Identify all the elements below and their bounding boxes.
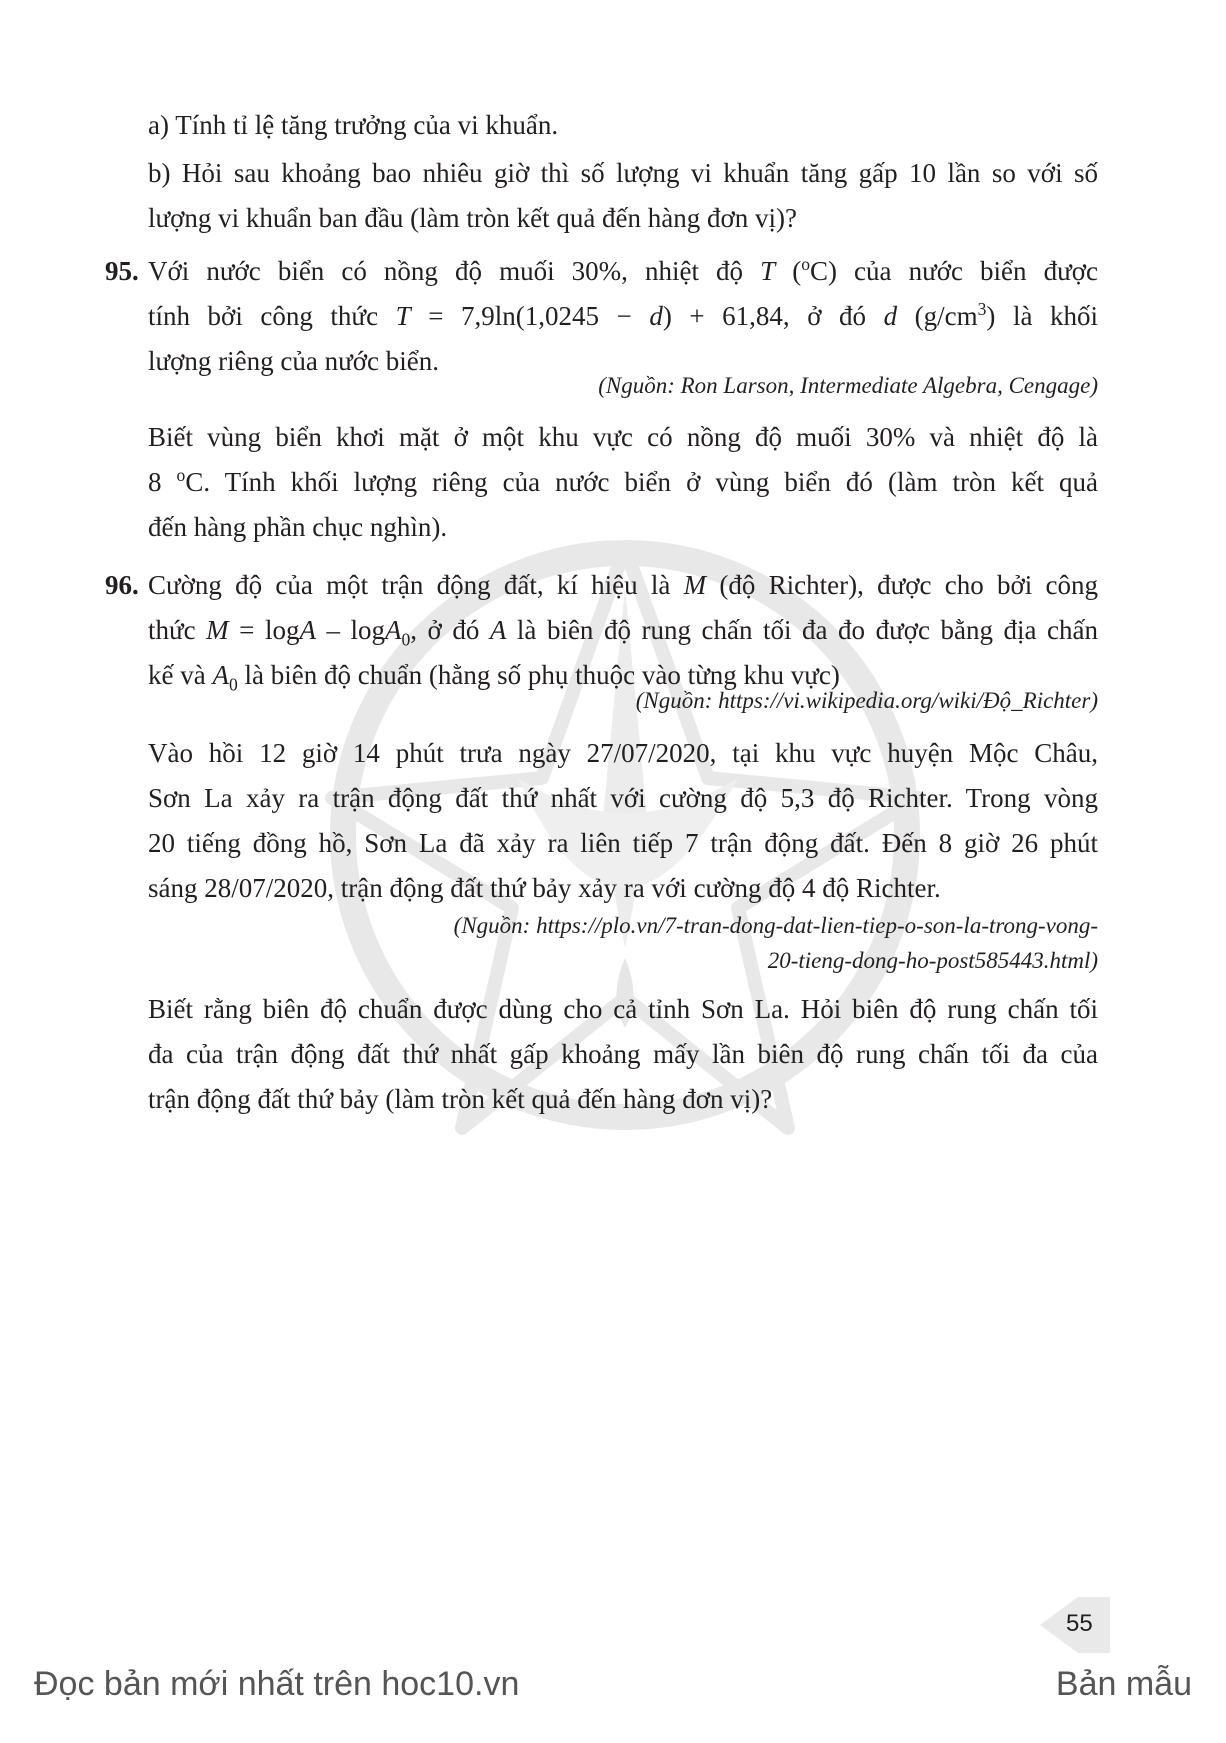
exercise-96-number: 96. xyxy=(105,570,139,600)
part-b-line-1: b) Hỏi sau khoảng bao nhiêu giờ thì số lượng vi khuẩn tăng gấp 10 lần so với số xyxy=(148,158,1098,188)
exercise-95-number: 95. xyxy=(105,256,139,286)
ex96-line-3: kế và $A_0$ là biên độ chuẩn (hằng số phụ thuộc vào từng khu vực) xyxy=(148,660,840,695)
exercise-96-statement xyxy=(148,563,1098,698)
ex96-source-2 xyxy=(148,908,1098,978)
ex95-line-1: Với nước biển có nồng độ muối 30%, nhiệt độ T ($^o$C) của nước biển được xyxy=(148,254,1099,286)
exercise-95-question xyxy=(148,415,1098,550)
exercise-95-statement xyxy=(148,249,1098,384)
exercise-96-question xyxy=(148,987,1098,1122)
ex96-p-line-4: sáng 28/07/2020, trận động đất thứ bảy xảy ra với cường độ 4 độ Richter. xyxy=(148,873,941,903)
richter-formula: M = logA – logA$_0$ xyxy=(206,615,411,650)
ex96-p-line-2: Sơn La xảy ra trận động đất thứ nhất với cường độ 5,3 độ Richter. Trong vòng xyxy=(148,783,1098,813)
ex96-source: (Nguồn: https://vi.wikipedia.org/wiki/Độ_Richter) xyxy=(635,688,1098,713)
ex96-p-line-1: Vào hồi 12 giờ 14 phút trưa ngày 27/07/2020, tại khu vực huyện Mộc Châu, xyxy=(148,738,1098,768)
part-a-text: a) Tính tỉ lệ tăng trưởng của vi khuẩn. xyxy=(148,110,559,140)
exercise-96-paragraph xyxy=(148,731,1098,911)
ex96-line-2: thức M = logA – logA$_0$, ở đó A là biên độ rung chấn tối đa đo được bằng địa chấn xyxy=(148,615,1099,650)
ex95-line-2: tính bởi công thức T = 7,9ln(1,0245 − d) + 61,84, ở đó d $(g/cm^3)$ là khối xyxy=(148,299,1099,331)
ex96-q-line-1: Biết rằng biên độ chuẩn được dùng cho cả tỉnh Sơn La. Hỏi biên độ rung chấn tối xyxy=(148,994,1098,1024)
ex95-q-line-3: đến hàng phần chục nghìn). xyxy=(148,512,448,542)
part-b-line-2: lượng vi khuẩn ban đầu (làm tròn kết quả đến hàng đơn vị)? xyxy=(148,203,798,233)
ex95-q-line-1: Biết vùng biển khơi mặt ở một khu vực có nồng độ muối 30% và nhiệt độ là xyxy=(148,422,1098,452)
ex96-source-2-line-2: 20-tieng-dong-ho-post585443.html) xyxy=(767,948,1098,973)
exercise-prev-part-a xyxy=(148,103,1098,148)
ex95-source: (Nguồn: Ron Larson, Intermediate Algebra, Cengage) xyxy=(598,373,1098,398)
ex96-source-2-line-1: (Nguồn: https://plo.vn/7-tran-dong-dat-lien-tiep-o-son-la-trong-vong- xyxy=(453,913,1098,938)
ex96-line-1: Cường độ của một trận động đất, kí hiệu là M (độ Richter), được cho bởi công xyxy=(148,570,1098,600)
ex95-line-3: lượng riêng của nước biển. xyxy=(148,346,439,376)
temperature-formula: T = 7,9ln(1,0245 − d) + 61,84, xyxy=(395,301,790,331)
footer-hoc10-link[interactable]: Đọc bản mới nhất trên hoc10.vn xyxy=(34,1665,520,1703)
ex96-q-line-2: đa của trận động đất thứ nhất gấp khoảng mấy lần biên độ rung chấn tối đa của xyxy=(148,1039,1098,1069)
ex95-q-line-2: 8 $^o$C. Tính khối lượng riêng của nước biển ở vùng biển đó (làm tròn kết quả xyxy=(148,465,1099,497)
ex96-q-line-3: trận động đất thứ bảy (làm tròn kết quả đến hàng đơn vị)? xyxy=(148,1084,773,1114)
ex96-p-line-3: 20 tiếng đồng hồ, Sơn La đã xảy ra liên tiếp 7 trận động đất. Đến 8 giờ 26 phút xyxy=(148,828,1098,858)
footer-sample-label: Bản mẫu xyxy=(1055,1665,1192,1703)
page-number: 55 xyxy=(1066,1610,1093,1637)
exercise-prev-part-b xyxy=(148,151,1098,241)
